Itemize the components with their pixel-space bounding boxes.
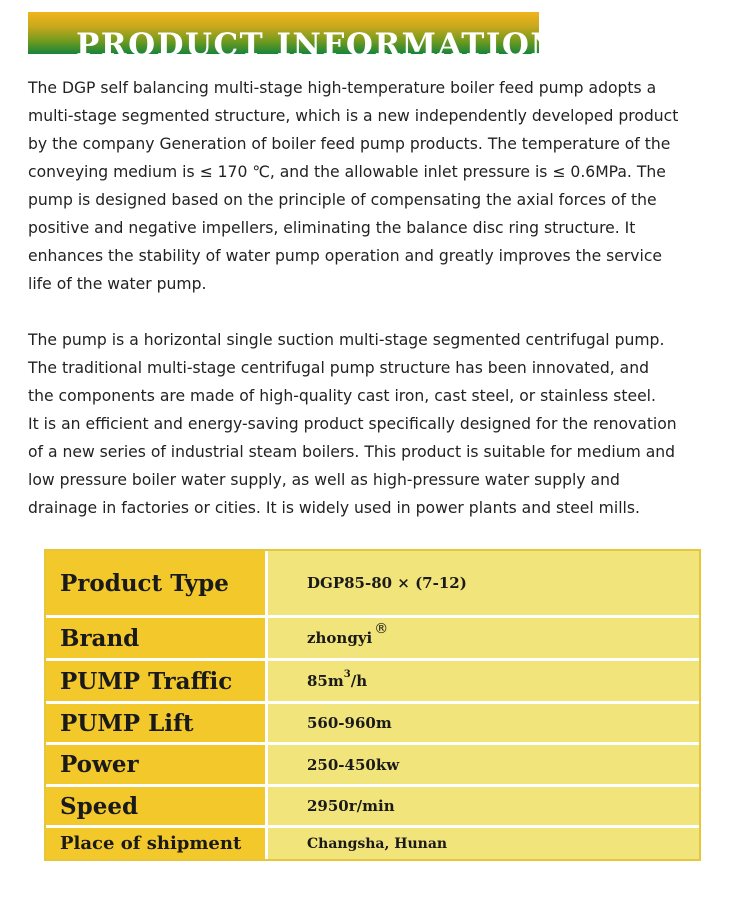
spec-value: 560-960m <box>307 714 392 732</box>
spec-label: Brand <box>46 618 268 658</box>
spec-row-shipment <box>46 825 699 859</box>
spec-label: Place of shipment <box>46 828 268 859</box>
text-line: The traditional multi-stage centrifugal pump structure has been innovated, and <box>28 359 650 377</box>
text-line: conveying medium is ≤ 170 ℃, and the allowable inlet pressure is ≤ 0.6MPa. The <box>28 163 666 181</box>
spec-value <box>271 661 699 701</box>
text-line: multi-stage segmented structure, which is a new independently developed product <box>28 107 679 125</box>
spec-label: PUMP Lift <box>46 704 268 742</box>
text-line: enhances the stability of water pump operation and greatly improves the service <box>28 247 662 265</box>
text-line: the components are made of high-quality cast iron, cast steel, or stainless steel. <box>28 387 656 405</box>
spec-label: Product Type <box>46 551 268 615</box>
spec-row-power <box>46 742 699 784</box>
traffic-exponent: 3 <box>343 668 351 680</box>
text-line: It is an efficient and energy-saving product specifically designed for the renovation <box>28 415 677 433</box>
spec-value: 250-450kw <box>307 755 400 774</box>
header-banner <box>28 12 561 63</box>
text-line: drainage in factories or cities. It is widely used in power plants and steel mills. <box>28 499 640 517</box>
spec-value: DGP85-80 × (7-12) <box>307 574 467 592</box>
page-title: PRODUCT INFORMATION <box>76 27 561 63</box>
text-line: life of the water pump. <box>28 275 207 293</box>
traffic-unit: /h <box>350 672 368 690</box>
spec-row-speed <box>46 784 699 825</box>
brand-name: zhongyi <box>307 629 373 647</box>
spec-label: Power <box>46 745 268 784</box>
spec-value <box>271 618 699 658</box>
text-line: pump is designed based on the principle of compensating the axial forces of the <box>28 191 657 209</box>
spec-value: 2950r/min <box>307 797 395 815</box>
text-line: of a new series of industrial steam boilers. This product is suitable for medium and <box>28 443 676 461</box>
spec-label: PUMP Traffic <box>46 661 268 701</box>
text-line: The DGP self balancing multi-stage high-temperature boiler feed pump adopts a <box>28 79 657 97</box>
text-line: positive and negative impellers, eliminating the balance disc ring structure. It <box>28 219 636 237</box>
spec-table <box>44 549 701 861</box>
spec-row-brand <box>46 615 699 658</box>
traffic-value: 85m <box>307 672 344 690</box>
spec-row-lift <box>46 701 699 742</box>
registered-mark: ® <box>374 621 389 637</box>
spec-row-traffic <box>46 658 699 701</box>
description-paragraph-1 <box>28 74 748 298</box>
text-line: The pump is a horizontal single suction multi-stage segmented centrifugal pump. <box>28 331 665 349</box>
spec-label: Speed <box>46 787 268 825</box>
spec-value: Changsha, Hunan <box>307 835 448 852</box>
text-line: by the company Generation of boiler feed pump products. The temperature of the <box>28 135 671 153</box>
text-line: low pressure boiler water supply, as well as high-pressure water supply and <box>28 471 620 489</box>
description-paragraph-2 <box>28 326 748 522</box>
spec-row-product-type <box>46 551 699 615</box>
